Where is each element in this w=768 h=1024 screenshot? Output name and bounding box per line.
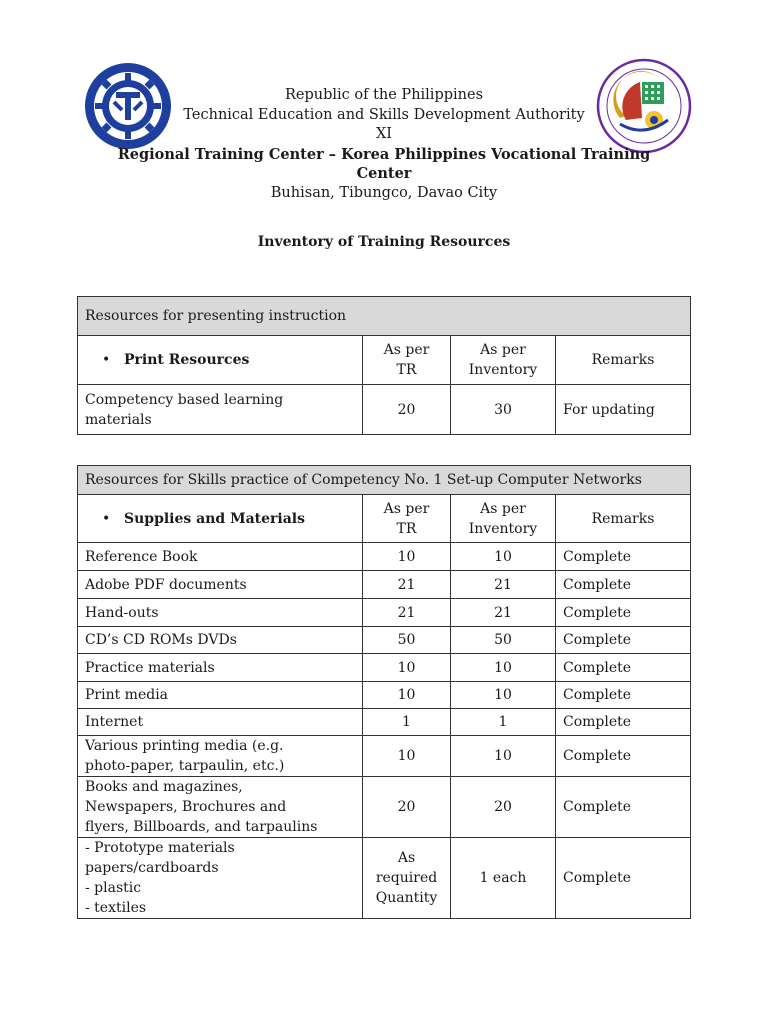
category-label: • Supplies and Materials: [78, 495, 363, 543]
category-label: • Print Resources: [78, 336, 363, 385]
remarks-value: Complete: [556, 736, 691, 777]
tr-value: 21: [363, 599, 451, 627]
tr-value: 10: [363, 682, 451, 709]
item-name: Practice materials: [78, 654, 363, 682]
header-country: Republic of the Philippines: [284, 87, 484, 103]
col-as-per-inventory: As per Inventory: [451, 336, 556, 385]
inventory-value: 10: [451, 682, 556, 709]
section-header: Resources for Skills practice of Competency No. 1 Set-up Computer Networks: [78, 466, 691, 495]
remarks-value: Complete: [556, 777, 691, 838]
item-name: Books and magazines, Newspapers, Brochures and flyers, Billboards, and tarpaulins: [78, 777, 363, 838]
remarks-value: Complete: [556, 838, 691, 919]
table-row: [78, 627, 691, 654]
table-row: [78, 838, 691, 919]
col-as-per-tr: As per TR: [363, 495, 451, 543]
document-header: [100, 86, 668, 203]
table-row: [78, 709, 691, 736]
remarks-value: Complete: [556, 599, 691, 627]
col-as-per-tr: As per TR: [363, 336, 451, 385]
table-row: [78, 654, 691, 682]
item-name: Print media: [78, 682, 363, 709]
document-title: Inventory of Training Resources: [257, 234, 511, 250]
header-agency: Technical Education and Skills Development Authority: [183, 106, 585, 123]
item-name: Competency based learning materials: [78, 385, 363, 435]
inventory-value: 20: [451, 777, 556, 838]
skills-practice-table: [77, 465, 691, 919]
header-region: XI: [375, 126, 393, 142]
table-row: [78, 543, 691, 571]
inventory-value: 50: [451, 627, 556, 654]
inventory-value: 10: [451, 654, 556, 682]
item-name: Adobe PDF documents: [78, 571, 363, 599]
tr-value: 21: [363, 571, 451, 599]
remarks-value: Complete: [556, 627, 691, 654]
header-address: Buhisan, Tibungco, Davao City: [270, 184, 498, 201]
header-center-name: Regional Training Center – Korea Philippines Vocational Training: [117, 145, 651, 163]
tr-value: As required Quantity: [363, 838, 451, 919]
inventory-value: 30: [451, 385, 556, 435]
item-name: Hand-outs: [78, 599, 363, 627]
tr-value: 10: [363, 654, 451, 682]
table-row: [78, 736, 691, 777]
table-row: [78, 682, 691, 709]
table-row: [78, 571, 691, 599]
table-row: [78, 599, 691, 627]
inventory-value: 1 each: [451, 838, 556, 919]
inventory-value: 10: [451, 736, 556, 777]
section-header: Resources for presenting instruction: [78, 297, 691, 336]
remarks-value: Complete: [556, 682, 691, 709]
tr-value: 10: [363, 543, 451, 571]
header-center-name-cont: Center: [356, 165, 412, 182]
inventory-value: 1: [451, 709, 556, 736]
presenting-instruction-table: [77, 296, 691, 435]
remarks-value: Complete: [556, 709, 691, 736]
tr-value: 20: [363, 777, 451, 838]
remarks-value: For updating: [556, 385, 691, 435]
item-name: - Prototype materials papers/cardboards - plastic - textiles: [78, 838, 363, 919]
col-as-per-inventory: As per Inventory: [451, 495, 556, 543]
item-name: Reference Book: [78, 543, 363, 571]
remarks-value: Complete: [556, 571, 691, 599]
tr-value: 20: [363, 385, 451, 435]
item-name: Various printing media (e.g. photo-paper, tarpaulin, etc.): [78, 736, 363, 777]
table-row: [78, 385, 691, 435]
tr-value: 10: [363, 736, 451, 777]
col-remarks: Remarks: [556, 495, 691, 543]
item-name: CD’s CD ROMs DVDs: [78, 627, 363, 654]
remarks-value: Complete: [556, 654, 691, 682]
tr-value: 1: [363, 709, 451, 736]
item-name: Internet: [78, 709, 363, 736]
tr-value: 50: [363, 627, 451, 654]
table-row: [78, 777, 691, 838]
inventory-value: 21: [451, 599, 556, 627]
remarks-value: Complete: [556, 543, 691, 571]
inventory-value: 21: [451, 571, 556, 599]
inventory-value: 10: [451, 543, 556, 571]
col-remarks: Remarks: [556, 336, 691, 385]
